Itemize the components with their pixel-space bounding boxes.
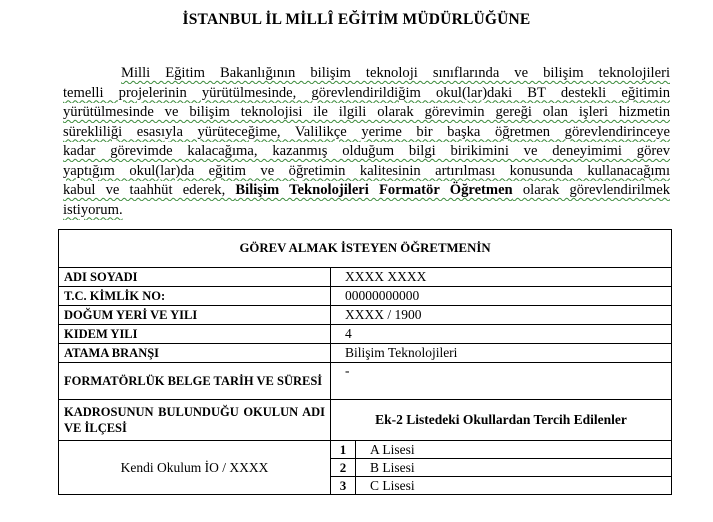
page-title: İSTANBUL İL MİLLÎ EĞİTİM MÜDÜRLÜĞÜNE [182,11,531,28]
kadro-label: KADROSUNUN BULUNDUĞU OKULUN ADI VE İLÇESİ [59,400,331,441]
field-label: ATAMA BRANŞI [59,344,331,363]
teacher-form-table [58,229,672,495]
paragraph-line: yaptığım okul(lar)da eğitim ve öğretimin kalitesinin artırılması konusunda kullanacağımı [63,162,670,179]
field-label: T.C. KİMLİK NO: [59,287,331,306]
choice-name: B Lisesi [356,459,672,477]
field-value: - [331,363,672,400]
field-label: ADI SOYADI [59,268,331,287]
field-value: Bilişim Teknolojileri [331,344,672,363]
paragraph-line: kabul ve taahhüt ederek, Bilişim Teknolojileri Formatör Öğretmen olarak görevlendirilmek [63,182,670,198]
field-label: FORMATÖRLÜK BELGE TARİH VE SÜRESİ [59,363,331,400]
paragraph-line: kadar görevimde kalacağıma, kazanmış olduğum bilgi birikimini ve deneyimimi görev [63,143,670,159]
choice-number: 1 [331,441,356,459]
field-value: XXXX / 1900 [331,306,672,325]
declaration-paragraph [63,64,670,220]
choice-name: C Lisesi [356,477,672,495]
preferences-header: Ek-2 Listedeki Okullardan Tercih Edilenler [331,400,672,441]
field-label: KIDEM YILI [59,325,331,344]
choice-number: 2 [331,459,356,477]
paragraph-line: yürütülmesinde ve bilişim teknolojisi ile ilgili olarak görevimin gereği olan işleri hizmetin [63,104,670,120]
paragraph-line: temelli projelerinin yürütülmesinde, görevlendirildiğim okul(lar)daki BT destekli eğitimin [63,84,670,101]
paragraph-line: Milli Eğitim Bakanlığının bilişim teknoloji sınıflarında ve bilişim teknolojileri [121,65,670,81]
field-value: 4 [331,325,672,344]
school-name: Kendi Okulum İO / XXXX [59,441,331,495]
field-value: 00000000000 [331,287,672,306]
paragraph-line: istiyorum. [63,201,123,218]
role-title: Bilişim Teknolojileri Formatör Öğretmen [235,182,513,198]
choice-number: 3 [331,477,356,495]
form-header: GÖREV ALMAK İSTEYEN ÖĞRETMENİN [59,230,672,268]
field-label: DOĞUM YERİ VE YILI [59,306,331,325]
choice-name: A Lisesi [356,441,672,459]
field-value: XXXX XXXX [331,268,672,287]
paragraph-line: sürekliliği esasıyla yürüteceğime, Valilikçe yerime bir başka öğretmen görevlendirinceye [63,123,670,140]
